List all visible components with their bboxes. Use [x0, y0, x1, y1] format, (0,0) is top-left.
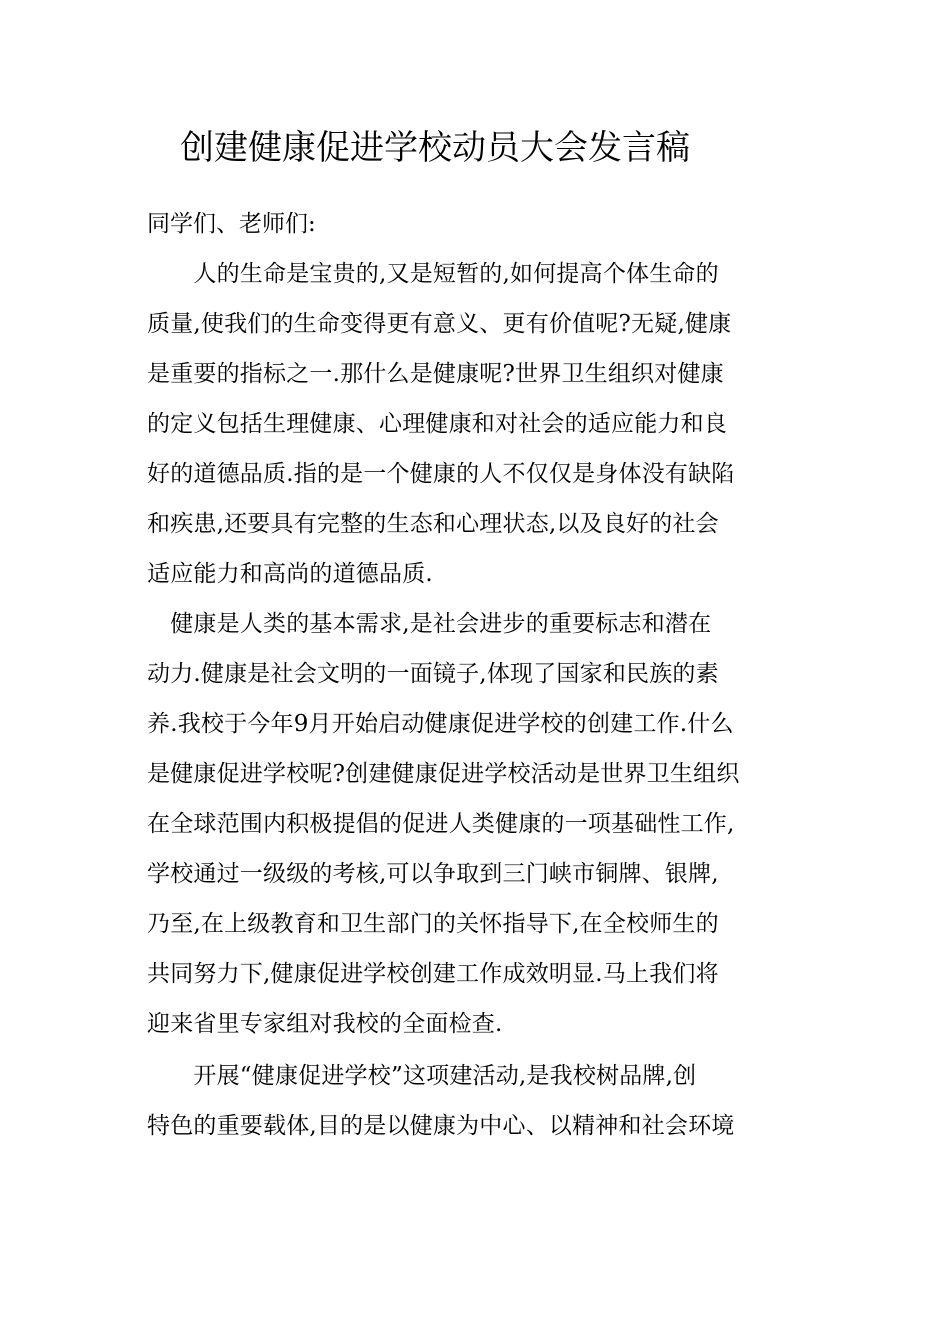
body-line: 特色的重要载体,目的是以健康为中心、以精神和社会环境 [147, 1113, 735, 1139]
body-line: 共同努力下,健康促进学校创建工作成效明显.马上我们将 [147, 961, 719, 987]
body-line: 好的道德品质.指的是一个健康的人不仅仅是身体没有缺陷 [147, 461, 735, 487]
salutation: 同学们、老师们: [147, 211, 316, 237]
body-line: 和疾患,还要具有完整的生态和心理状态,以及良好的社会 [147, 511, 719, 537]
body-line: 在全球范围内积极提倡的促进人类健康的一项基础性工作, [147, 811, 735, 837]
body-line: 开展“健康促进学校”这项建活动,是我校树品牌,创 [147, 1063, 697, 1089]
body-line: 健康是人类的基本需求,是社会进步的重要标志和潜在 [147, 611, 712, 637]
body-line: 迎来省里专家组对我校的全面检查. [147, 1011, 503, 1037]
document-title: 创建健康促进学校动员大会发言稿 [180, 128, 690, 168]
body-line: 适应能力和高尚的道德品质. [147, 561, 433, 587]
body-line: 的定义包括生理健康、心理健康和对社会的适应能力和良 [147, 411, 727, 437]
body-line: 学校通过一级级的考核,可以争取到三门峡市铜牌、银牌, [147, 861, 719, 887]
body-line: 乃至,在上级教育和卫生部门的关怀指导下,在全校师生的 [147, 911, 719, 937]
body-line: 质量,使我们的生命变得更有意义、更有价值呢?无疑,健康 [147, 311, 732, 337]
body-line: 动力.健康是社会文明的一面镜子,体现了国家和民族的素 [147, 661, 719, 687]
body-line: 人的生命是宝贵的,又是短暂的,如何提高个体生命的 [147, 261, 719, 287]
body-line: 是健康促进学校呢?创建健康促进学校活动是世界卫生组织 [147, 761, 740, 787]
body-line: 养.我校于今年9月开始启动健康促进学校的创建工作.什么 [147, 711, 734, 737]
body-line: 是重要的指标之一.那什么是健康呢?世界卫生组织对健康 [147, 361, 724, 387]
